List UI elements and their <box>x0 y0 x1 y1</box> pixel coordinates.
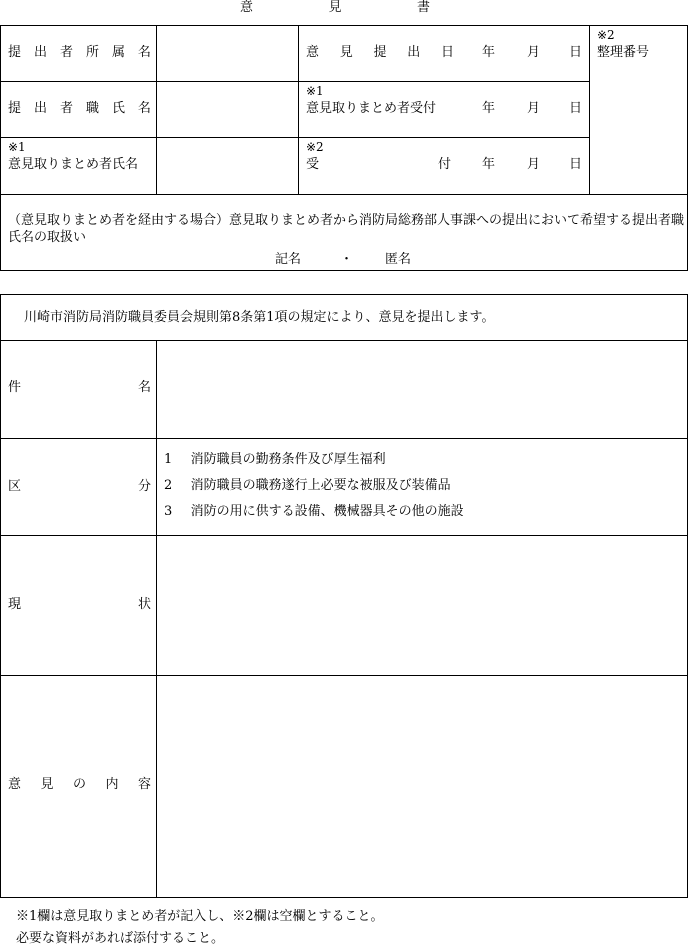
option-separator: ・ <box>340 252 354 267</box>
seiri-number-label: 整理番号 <box>597 45 650 60</box>
status-label-char-2: 状 <box>137 597 151 612</box>
anonymous-option[interactable]: 匿名 <box>385 252 412 267</box>
footer-note-2: 必要な資料があれば添付すること。 <box>16 931 225 946</box>
uke-year-label: 年 <box>482 157 496 172</box>
receipt-day-label: 日 <box>569 101 583 116</box>
label-char: 見 <box>339 45 353 60</box>
category-option-2[interactable] <box>164 478 451 494</box>
receipt-month-label: 月 <box>527 101 541 116</box>
category-1-num: 1 <box>164 452 173 467</box>
category-1-text: 消防職員の勤務条件及び厚生福利 <box>190 452 386 467</box>
label-char: 氏 <box>111 101 125 116</box>
title-char: 意 <box>240 0 254 15</box>
label-char: 提 <box>8 45 22 60</box>
opinion-char-5: 容 <box>137 777 151 792</box>
receipt-note: ※1 <box>306 84 324 98</box>
label-char: 者 <box>59 101 73 116</box>
coordinator-note: ※1 <box>8 140 26 154</box>
uke-label-2: 付 <box>438 157 452 172</box>
opinion-char-3: の <box>72 777 86 792</box>
label-char: 属 <box>111 45 125 60</box>
label-char: 所 <box>85 45 99 60</box>
receipt-label: 意見取りまとめ者受付 <box>306 101 437 116</box>
opinion-content-field[interactable] <box>157 676 687 897</box>
label-char: 者 <box>59 45 73 60</box>
label-char: 名 <box>137 45 151 60</box>
opinion-content-label <box>8 777 151 793</box>
seiri-note: ※2 <box>597 28 615 42</box>
category-3-num: 3 <box>164 504 173 519</box>
submit-day-label: 日 <box>569 45 583 60</box>
status-label <box>8 597 151 613</box>
subject-field[interactable] <box>157 341 687 438</box>
label-char: 職 <box>85 101 99 116</box>
category-2-text: 消防職員の職務遂行上必要な被服及び装備品 <box>190 478 451 493</box>
regulation-intro: 川崎市消防局消防職員委員会規則第8条第1項の規定により、意見を提出します。 <box>24 310 495 325</box>
uke-label-1: 受 <box>306 157 320 172</box>
category-label-char-2: 分 <box>137 479 151 494</box>
opinion-char-1: 意 <box>8 777 22 792</box>
title-char: 書 <box>416 0 430 15</box>
label-char: 意 <box>306 45 320 60</box>
uke-day-label: 日 <box>569 157 583 172</box>
label-char: 出 <box>407 45 421 60</box>
label-char: 日 <box>440 45 454 60</box>
disclosure-text: （意見取りまとめ者を経由する場合）意見取りまとめ者から消防局総務部人事課への提出において希望する提出者職氏名の取扱い <box>8 213 685 245</box>
status-field[interactable] <box>157 536 687 675</box>
label-char: 提 <box>373 45 387 60</box>
subject-label-char-1: 件 <box>8 380 22 395</box>
title-char: 見 <box>328 0 342 15</box>
category-2-num: 2 <box>164 478 173 493</box>
opinion-char-2: 見 <box>40 777 54 792</box>
subject-label-char-2: 名 <box>137 380 151 395</box>
subject-label <box>8 380 151 396</box>
submit-month-label: 月 <box>527 45 541 60</box>
opinion-char-4: 内 <box>105 777 119 792</box>
label-char: 出 <box>33 45 47 60</box>
submit-year-label: 年 <box>482 45 496 60</box>
label-char: 名 <box>137 101 151 116</box>
category-label-char-1: 区 <box>8 479 22 494</box>
category-label <box>8 479 151 495</box>
receipt-year-label: 年 <box>482 101 496 116</box>
category-3-text: 消防の用に供する設備、機械器具その他の施設 <box>190 504 464 519</box>
label-char: 出 <box>33 101 47 116</box>
footer-note-1: ※1欄は意見取りまとめ者が記入し、※2欄は空欄とすること。 <box>16 909 384 924</box>
label-char: 提 <box>8 101 22 116</box>
named-option[interactable]: 記名 <box>275 252 302 267</box>
uke-note: ※2 <box>306 140 324 154</box>
category-option-3[interactable] <box>164 504 464 520</box>
coordinator-name-label: 意見取りまとめ者氏名 <box>8 157 139 172</box>
status-label-char-1: 現 <box>8 597 22 612</box>
uke-month-label: 月 <box>527 157 541 172</box>
category-option-1[interactable] <box>164 452 386 468</box>
